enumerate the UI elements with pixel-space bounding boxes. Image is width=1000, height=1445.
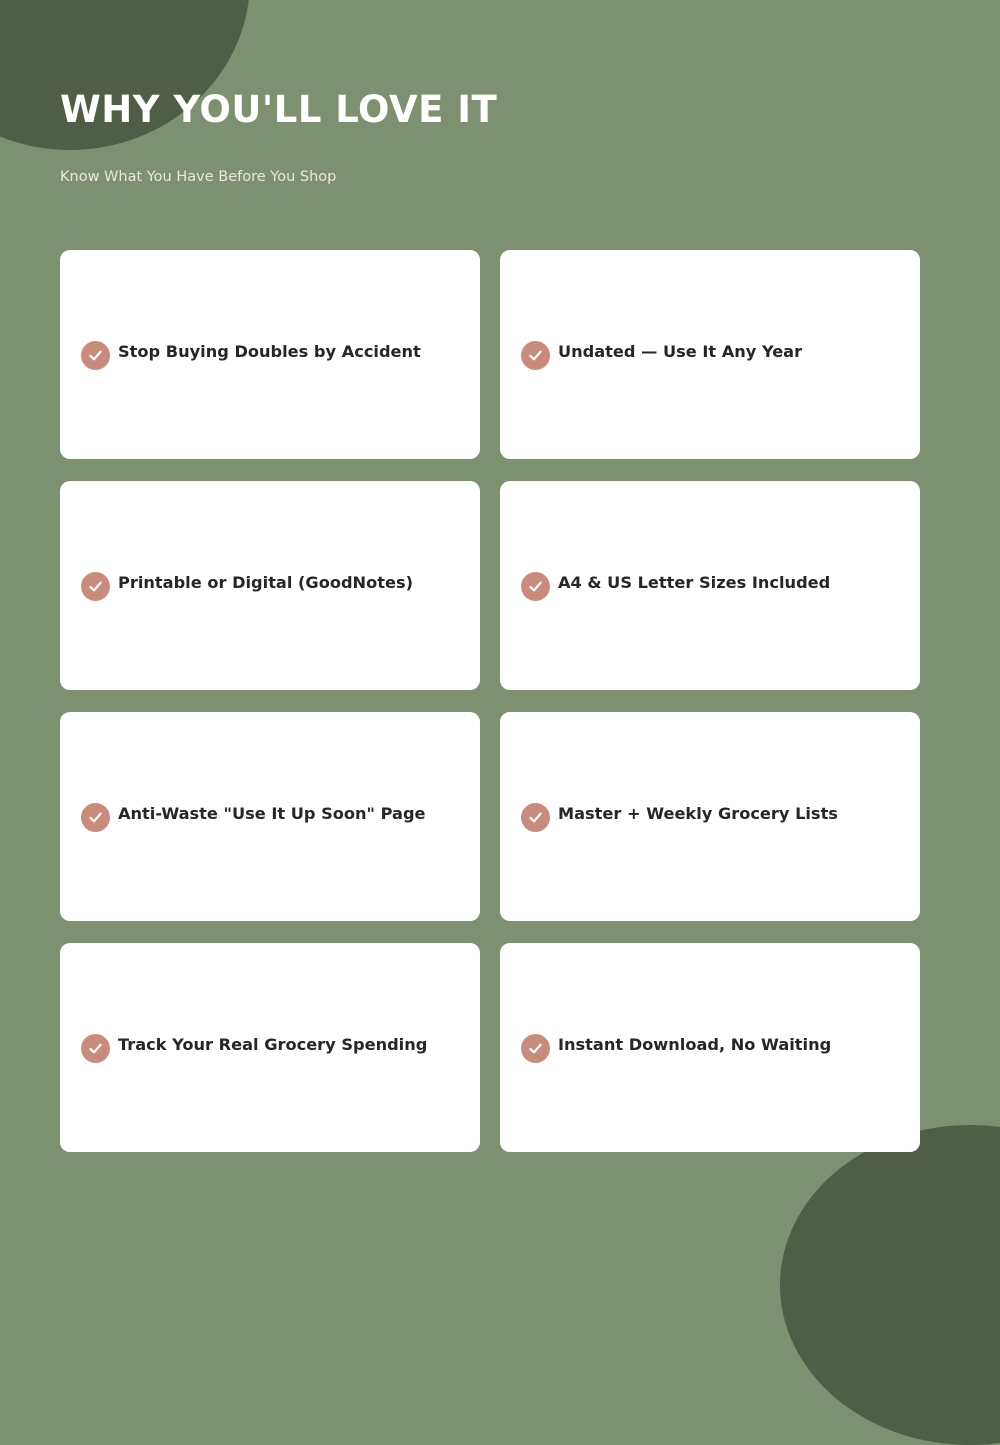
feature-card	[60, 250, 480, 459]
feature-card	[500, 943, 920, 1152]
feature-card	[500, 481, 920, 690]
feature-label: Anti-Waste "Use It Up Soon" Page	[118, 804, 426, 823]
check-icon	[521, 341, 550, 370]
feature-label: Printable or Digital (GoodNotes)	[118, 573, 413, 592]
feature-label: Track Your Real Grocery Spending	[118, 1035, 428, 1054]
page-title: WHY YOU'LL LOVE IT	[60, 88, 498, 131]
page-subtitle: Know What You Have Before You Shop	[60, 169, 337, 185]
check-icon	[521, 803, 550, 832]
feature-card	[500, 250, 920, 459]
feature-card	[500, 712, 920, 921]
feature-label: Instant Download, No Waiting	[558, 1035, 832, 1054]
feature-card	[60, 943, 480, 1152]
feature-label: Master + Weekly Grocery Lists	[558, 804, 838, 823]
check-icon	[81, 572, 110, 601]
check-icon	[81, 1034, 110, 1063]
feature-card	[60, 481, 480, 690]
check-icon	[81, 803, 110, 832]
check-icon	[81, 341, 110, 370]
check-icon	[521, 1034, 550, 1063]
feature-label: Stop Buying Doubles by Accident	[118, 342, 421, 361]
feature-label: Undated — Use It Any Year	[558, 342, 803, 361]
check-icon	[521, 572, 550, 601]
decorative-blob-bottom	[780, 1125, 1000, 1445]
feature-card	[60, 712, 480, 921]
feature-label: A4 & US Letter Sizes Included	[558, 573, 831, 592]
feature-grid	[60, 250, 920, 1152]
